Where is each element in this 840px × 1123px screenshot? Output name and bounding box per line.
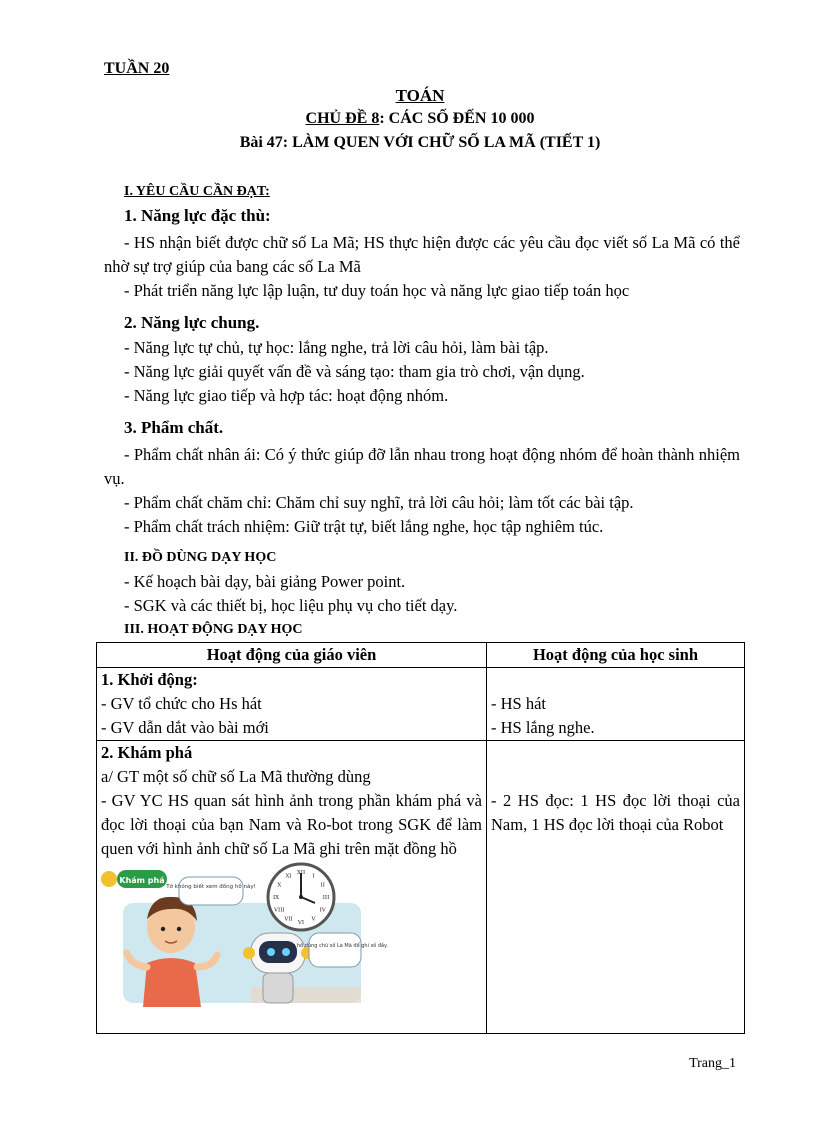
illustration-svg [101,867,388,1007]
clock-numeral: VIII [274,907,285,914]
clock-numeral: XI [285,873,292,880]
row-title: 1. Khởi động: [101,670,198,689]
clock-numeral: I [312,873,315,880]
badge-text: Khám phá [119,876,165,885]
clock-numeral: VII [284,916,293,923]
page-number: Trang_1 [689,1056,736,1071]
section-1-sub-1-item: - Phát triển năng lực lập luận, tư duy toán học và năng lực giao tiếp toán học [124,281,630,300]
clock-numeral: X [277,882,282,889]
section-1-sub-3-item: - Phẩm chất chăm chỉ: Chăm chỉ suy nghĩ, trả lời câu hỏi; làm tốt các bài tập. [124,493,634,512]
teacher-activity: - GV YC HS quan sát hình ảnh trong phần khám phá và đọc lời thoại của bạn Nam và Ro-bot trong SGK để làm quen với hình ảnh chữ số La Mã ghi trên mặt đồng hồ [101,791,482,858]
section-1-sub-2: 2. Năng lực chung. [124,313,260,332]
explore-illustration [101,867,388,1007]
section-1-sub-3: 3. Phẩm chất. [124,418,224,437]
section-2-item: - SGK và các thiết bị, học liệu phụ vụ cho tiết dạy. [124,596,458,615]
clock-numeral: III [322,895,330,901]
section-1-sub-2-item: - Năng lực giải quyết vấn đề và sáng tạo: tham gia trò chơi, vận dụng. [124,362,585,381]
section-1-sub-3-item: - Phẩm chất trách nhiệm: Giữ trật tự, biết lắng nghe, học tập nghiêm túc. [124,517,604,536]
teacher-column-header: Hoạt động của giáo viên [97,643,487,668]
clock-numeral: IV [319,907,326,914]
section-3-title: III. HOẠT ĐỘNG DẠY HỌC [124,622,303,637]
section-2-title: II. ĐỒ DÙNG DẠY HỌC [124,550,277,565]
boy-speech: Tớ không biết xem đồng hồ này! [166,884,256,890]
lesson-title: Bài 47: LÀM QUEN VỚI CHỮ SỐ LA MÃ (TIẾT 1) [239,134,601,151]
teacher-activity: - GV tổ chức cho Hs hát [101,694,262,713]
clock-numeral: V [311,916,316,923]
topic-title: CHỦ ĐỀ 8: CÁC SỐ ĐẾN 10 000 [305,110,535,127]
week-label: TUẦN 20 [104,60,170,77]
section-1-title: I. YÊU CẦU CẦN ĐẠT: [124,184,270,199]
subject-title: TOÁN [395,86,445,105]
teacher-activity: - GV dẫn dắt vào bài mới [101,718,269,737]
student-activity: - HS hát [491,694,546,713]
clock-numeral: II [320,882,325,889]
clock-numeral: XII [296,870,306,876]
table-row [97,741,745,1034]
row-title: 2. Khám phá [101,743,193,762]
section-1-sub-3-item: - Phẩm chất nhân ái: Có ý thức giúp đỡ lẫn nhau trong hoạt động nhóm để hoàn thành nhiệm vụ. [104,445,740,488]
teacher-activity: a/ GT một số chữ số La Mã thường dùng [101,767,371,786]
student-activity: - HS lắng nghe. [491,718,595,737]
student-activity: - 2 HS đọc: 1 HS đọc lời thoại của Nam, 1 HS đọc lời thoại của Robot [491,791,740,834]
student-column-header: Hoạt động của học sinh [487,643,745,668]
table-row [97,668,745,741]
section-2-item: - Kế hoạch bài dạy, bài giảng Power point. [124,572,406,591]
section-1-sub-1: 1. Năng lực đặc thù: [124,206,271,225]
section-1-sub-1-item: - HS nhận biết được chữ số La Mã; HS thực hiện được các yêu cầu đọc viết số La Mã có thể nhờ sự trợ giúp của bang các số La Mã [104,233,740,276]
clock-numeral: IX [272,895,280,901]
section-1-sub-2-item: - Năng lực tự chủ, tự học: lắng nghe, trả lời câu hỏi, làm bài tập. [124,338,549,357]
robot-speech: Đồng hồ dùng chữ số La Mã để ghi số đấy. [282,943,388,949]
section-1-sub-2-item: - Năng lực giao tiếp và hợp tác: hoạt động nhóm. [124,386,449,405]
clock-numeral: VI [297,920,305,926]
activity-table [96,642,745,1034]
